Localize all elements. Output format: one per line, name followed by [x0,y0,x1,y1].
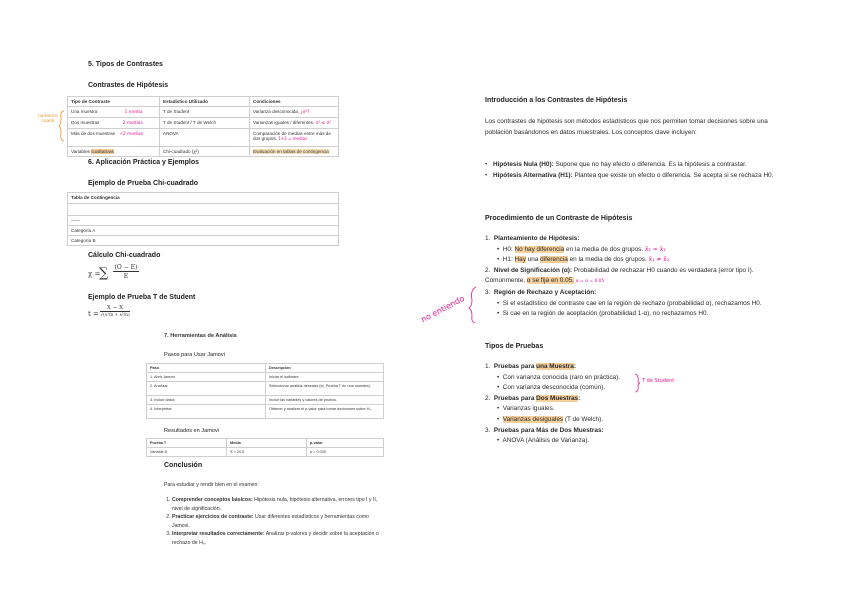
list-item: • Varianzas iguales. [497,405,555,413]
t-example-title: Ejemplo de Prueba T de Student [88,294,196,301]
item-text: Hipótesis nula, hipótesis alternativa, errores tipo I y II, nivel de significación. [172,497,378,512]
procedure-steps [485,234,785,320]
intro-text: Los contrastes de hipótesis son métodos estadísticos que nos permiten tomar decisiones sobre una población basándonos en datos muestrales. Los conceptos clave incluyen: [485,118,768,136]
type-3: 3. Pruebas para Más de Dos Muestras: [485,426,604,434]
annotation-variance: ¿σ²? [300,110,310,115]
formula-lhs: t = [88,310,99,318]
intro-title: Introducción a los Contrastes de Hipótesis [485,97,628,104]
item-text: Varianzas iguales. [502,405,555,413]
table-row [68,118,339,129]
list-item [485,171,775,182]
formula-denominator: √(s²/n + s²/n) [100,313,130,318]
contrastes-subtitle: Contrastes de Hipótesis [88,82,169,89]
table-cell: 3. Incluir datos [147,396,266,405]
list-item [172,530,386,547]
item-text: Analizar p-valores y decidir sobre la aceptación o rechazo de H₀. [172,531,379,546]
item-bold: Comprender conceptos básicos: [172,497,253,503]
section-7-title: 7. Herramientas de Análisis [164,333,237,339]
annotation-1-media: 1 media [124,110,143,115]
table-cell: Variable A [147,448,227,457]
table-cell: 2. Analizar [147,382,266,396]
cell-text: Una muestra [71,109,98,114]
contrast-table [67,96,339,157]
cell-text: Dos muestras [71,120,100,125]
cell-text: Más de dos muestras [71,131,115,136]
t-formula [88,305,148,325]
table-cell: Seleccionar análisis deseado (ej. Prueba T en una muestra). [266,382,384,396]
jamovi-title: Pasos para Usar Jamovi [164,352,225,358]
table-cell: Categoría A [68,226,339,236]
results-title: Resultados en Jamovi [164,428,220,434]
annotation-no-entiendo: no entiendo [419,293,467,325]
section-6-title: 6. Aplicación Práctica y Ejemplos [88,159,200,166]
annotation-more-medias: +2 medias [119,132,144,137]
item-text: Si el estadístico de contraste cae en la región de rechazo (probabilidad α), rechazamos H0. [502,299,762,307]
item-text: (T de Welch). [563,415,603,423]
table-row [147,405,384,419]
step-3: 3. Región de Rechazo y Aceptación: [485,288,597,296]
table-cell: Categoría B [68,236,339,246]
step-1: 1. Planteamiento de Hipótesis: [485,235,580,242]
highlight: Evaluación en tablas de contingencia [253,149,329,154]
table-row [68,107,339,118]
list-item [172,496,386,513]
type-title: Pruebas para [493,394,537,402]
table-cell: 4. Interpretar [147,405,266,419]
table-header: Condiciones [250,97,339,107]
table-cell: T de Student [160,107,250,118]
types-title: Tipos de Pruebas [485,343,544,350]
annotation-alpha: α = α = 0.05 [575,279,605,285]
table-row [147,448,384,457]
table-header: Tabla de Contingencia [68,193,339,204]
highlight: Dos Muestras [536,394,579,402]
item-bold: Hipótesis Alternativa (H1): [493,171,573,179]
table-cell [250,147,339,157]
item-text: Plantea que existe un efecto o diferencia. Se acepta si se rechaza H0. [572,171,774,179]
table-row [68,147,339,157]
formula-denominator: E [123,273,129,280]
formula-numerator: (O − E) [114,264,138,271]
highlight: α se fija en 0.05. [526,277,574,285]
step-title: Planteamiento de Hipótesis: [493,235,580,242]
cell-text: Comparación de medias entre más de dos grupos. [253,131,331,141]
table-cell [250,129,339,147]
table-cell [68,129,160,147]
table-cell: Chi-cuadrado (χ²) [160,147,250,157]
table-cell: Obtener y analizar el p-valor para tomar decisiones sobre H₀. [266,405,384,419]
table-row [147,396,384,405]
table-cell: ------ [68,216,339,226]
table-header: Prueba T [147,439,227,448]
brace-annotation-icon [58,110,66,142]
table-header: Tipo de Contraste [68,97,160,107]
results-table [146,438,384,457]
annotation-h0: x̄₁ = x̄₂ [644,245,666,253]
formula-sum: ∑ [99,266,109,281]
list-item: • H0: No hay diferencia en la media de dos grupos. x̄₁ = x̄₂ [497,245,666,253]
chi-calc-title: Cálculo Chi-cuadrado [88,252,161,259]
procedure-title: Procedimiento de un Contraste de Hipótesis [485,215,633,222]
table-cell [68,147,160,157]
highlight: una Muestra [536,363,574,370]
table-cell [250,118,339,129]
annotation-medias: 1+2 = medias [278,136,308,141]
table-row [68,216,339,226]
table-header-row [68,97,339,107]
cell-text: Varianzas iguales / diferentes. [253,120,315,125]
highlight: cualitativas [91,149,114,154]
section-5-title: 5. Tipos de Contrastes [88,61,163,68]
contingency-table [67,192,339,246]
list-item [172,513,386,530]
table-cell: 1. Abrir Jamovi [147,373,266,382]
highlight: Hay [514,256,526,264]
table-cell [68,204,339,216]
item-text: Supone que no hay efecto o diferencia. Es la hipótesis a contrastar. [553,161,747,168]
type-title: : [578,394,581,402]
list-item: • H1: Hay una diferencia en la media de dos grupos. x̄₁ ≠ x̄₂ [497,256,670,264]
table-cell: T de Student / T de Welch [160,118,250,129]
jamovi-table [146,363,384,419]
item-text: ANOVA (Análisis de Varianza). [502,437,590,445]
table-row [68,236,339,246]
item-text: una [525,256,541,264]
table-header-row [147,364,384,373]
table-cell: ANOVA [160,129,250,147]
table-header: p-valor [307,439,384,448]
type-1: 1. Pruebas para una Muestra: [485,363,576,370]
list-item: • Varianzas desiguales (T de Welch). [497,415,603,423]
table-row [68,204,339,216]
highlight: Varianzas desiguales [502,415,564,423]
cell-text: Varianza desconocida. [253,109,300,114]
cell-text: Variables [71,149,92,154]
highlight: diferencia [540,256,568,264]
step-2: 2. Nivel de Significación (α): Probabilidad de rechazar H0 cuando es verdadera (error tipo I). Comúnmente, α se fija en 0.05. α = α = 0.05 [485,266,754,285]
table-row [147,382,384,396]
item-text: H1: [502,256,515,264]
formula-numerator: X − X [100,305,130,312]
brace-annotation-icon [466,286,480,324]
table-header: Estadístico Utilizado [160,97,250,107]
item-text: Con varianza desconocida (común). [502,384,606,392]
table-header: Media [227,439,307,448]
table-row [147,373,384,382]
type-2: 2. Pruebas para Dos Muestras: [485,394,581,402]
table-cell [68,118,160,129]
annotation-h1: x̄₁ ≠ x̄₂ [648,256,670,264]
conclusion-title: Conclusión [164,462,203,469]
annotation-numeric: numerico cuanti [38,113,58,123]
item-text: en la media de dos grupos. [564,245,644,253]
table-row [68,129,339,147]
table-cell: Incluir las variables y valores de prueba. [266,396,384,405]
list-item: • ANOVA (Análisis de Varianza). [497,437,590,445]
highlight: No hay diferencia [514,245,565,253]
item-bold: Practicar ejercicios de contraste: [172,514,254,521]
formula-lhs: χ = [88,270,101,278]
annotation-variance-compare: σ² ≤ σ² [315,121,332,126]
annotation-2-medias: 2 medias [122,121,143,126]
item-text: Con varianza conocida (raro en práctica). [502,373,621,381]
item-bold: Interpretar resultados correctamente: [172,531,265,538]
table-row [68,226,339,236]
table-header-row [147,439,384,448]
item-text: Usar diferentes estadísticos y herramientas como Jamovi. [172,514,369,529]
type-title: Pruebas para Más de Dos Muestras: [493,426,604,434]
table-header: Descripción [266,364,384,373]
table-cell: X̄ = 20.5 [227,448,307,457]
table-header: Paso [147,364,266,373]
item-text: Probabilidad de rechazar H0 cuando es verdadera (error tipo I). Comúnmente, [485,266,754,285]
list-item: • Con varianza desconocida (común). [497,384,606,392]
table-cell [250,107,339,118]
chi-example-title: Ejemplo de Prueba Chi-cuadrado [88,180,199,187]
chi-formula [88,266,148,282]
table-cell [68,107,160,118]
key-concepts-list [485,160,775,181]
item-bold: Hipótesis Nula (H0): [493,161,554,168]
list-item: • Si cae en la región de aceptación (probabilidad 1-α), no rechazamos H0. [497,310,709,318]
item-text: H0: [502,245,515,253]
step-title: Nivel de Significación (α): [493,266,573,274]
table-cell: Iniciar el software. [266,373,384,382]
annotation-t-student: T de Student [642,378,675,384]
brace-annotation-icon [633,373,641,393]
list-item: • Si el estadístico de contraste cae en la región de rechazo (probabilidad α), rechazamos H0. [497,299,762,307]
list-item [485,160,775,171]
table-cell: p = 0.030 [307,448,384,457]
type-title: Pruebas para [493,363,537,370]
item-text: Si cae en la región de aceptación (probabilidad 1-α), no rechazamos H0. [502,310,709,318]
conclusion-intro: Para estudiar y rendir bien en el examen: [164,482,259,488]
step-title: Región de Rechazo y Aceptación: [493,288,597,296]
conclusion-list [164,496,386,548]
table-header-row [68,193,339,204]
type-title: : [573,363,576,370]
item-text: en la media de dos grupos. [567,256,647,264]
list-item: • Con varianza conocida (raro en práctica). [497,373,621,381]
